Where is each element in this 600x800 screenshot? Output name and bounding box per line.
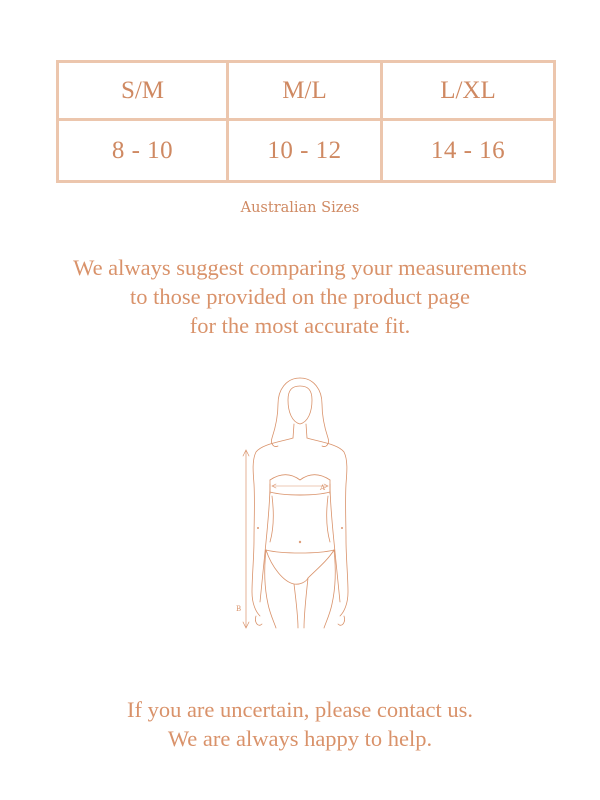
size-header-lxl: L/XL [382,62,555,120]
size-table [56,60,556,183]
measurement-advice [0,253,600,340]
size-header-ml: M/L [228,62,382,120]
footer-line-2: We are always happy to help. [167,726,433,751]
measure-label-a: A [320,484,326,492]
advice-line-3: for the most accurate fit. [189,313,411,338]
advice-line-1: We always suggest comparing your measurements [73,255,527,280]
size-table-caption: Australian Sizes [240,200,360,216]
contact-message [0,695,600,753]
size-value-sm: 8 - 10 [58,120,228,182]
size-header-sm: S/M [58,62,228,120]
size-value-ml: 10 - 12 [228,120,382,182]
body-measurement-illustration [230,372,370,634]
size-values-row [58,120,555,182]
measure-label-b: B [236,605,242,613]
size-value-lxl: 14 - 16 [382,120,555,182]
footer-line-1: If you are uncertain, please contact us. [126,697,474,722]
advice-line-2: to those provided on the product page [130,284,470,309]
size-header-row [58,62,555,120]
